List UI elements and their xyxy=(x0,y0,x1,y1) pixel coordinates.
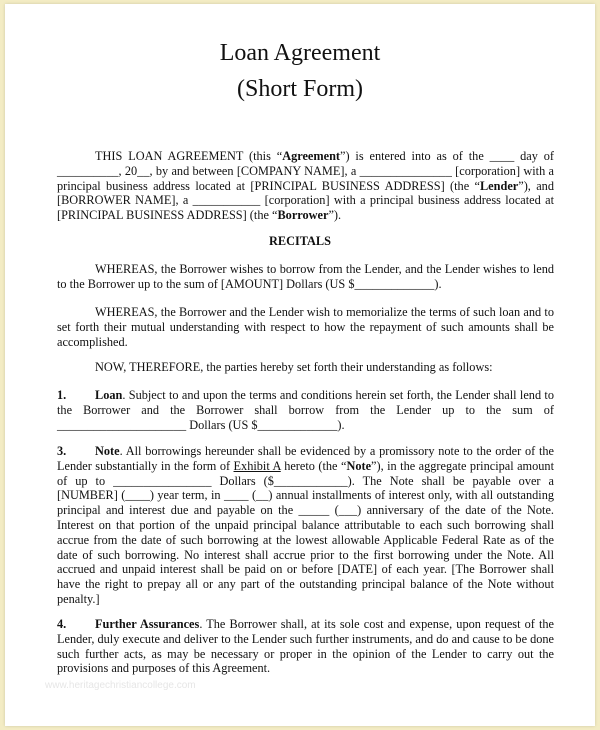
section-loan-title: Loan xyxy=(95,388,123,402)
section-further-assurances: 4. Further Assurances. The Borrower shall, at its sole cost and expense, upon request of the Lender, duly execute and deliver to the Lender such further instruments, and do and cause to be done such further acts, as may be necessary or proper in the opinion of the Lender to carry out the provisions and purposes of this Agreement. xyxy=(57,617,555,676)
section-note-title: Note xyxy=(95,444,120,458)
document-page xyxy=(5,4,595,726)
section-note: 3. Note. All borrowings hereunder shall be evidenced by a promissory note to the order of the Lender substantially in the form of Exhibit A hereto (the “Note”), in the aggregate principal amount of up to ________________ Dollars ($____________). The Note shall be payable over a [NUMBER] (____) year term, in ____ (__) annual installments of interest only, with all outstanding principal and interest due and payable on the _____ (___) anniversary of the date of the Note. Interest on that portion of the unpaid principal balance attributable to each such borrowing shall accrue from the date of such borrowing at the lowest allowable Applicable Federal Rate as of the date of such borrowing. No interest shall accrue prior to the first borrowing under the Note. All accrued and unpaid interest shall be paid on or before [DATE] of each year. [The Borrower shall have the right to prepay all or any part of the outstanding principal balance of the Note without penalty.] xyxy=(57,444,554,606)
now-therefore-paragraph: NOW, THEREFORE, the parties hereby set forth their understanding as follows: xyxy=(95,360,493,374)
recitals-heading: RECITALS xyxy=(269,234,331,248)
exhibit-a-reference: Exhibit A xyxy=(233,458,281,473)
document-title: Loan Agreement xyxy=(219,40,381,66)
section-loan: 1. Loan. Subject to and upon the terms and conditions herein set forth, the Lender shall lend to the Borrower and the Borrower shall borrow from the Lender up to the sum of _____________________ Dollars (US $_____________). xyxy=(57,388,554,432)
watermark: www.heritagechristiancollege.com xyxy=(45,680,196,691)
document-subtitle: (Short Form) xyxy=(237,76,363,102)
intro-paragraph: THIS LOAN AGREEMENT (this “Agreement”) is entered into as of the ____ day of __________, 20__, by and between [COMPANY NAME], a _______________ [corporation] with a principal business address located at [PRINCIPAL BUSINESS ADDRESS] (the “Lender”), and [BORROWER NAME], a ___________ [corporation] with a principal business address located at [PRINCIPAL BUSINESS ADDRESS] (the “Borrower”). xyxy=(57,149,554,223)
whereas-paragraph-2: WHEREAS, the Borrower and the Lender wish to memorialize the terms of such loan and to set forth their mutual understanding with respect to how the repayment of such amounts shall be accomplished. xyxy=(57,305,554,349)
whereas-paragraph-1: WHEREAS, the Borrower wishes to borrow from the Lender, and the Lender wishes to lend to the Borrower up to the sum of [AMOUNT] Dollars (US $_____________). xyxy=(57,262,554,291)
section-further-assurances-title: Further Assurances xyxy=(95,617,200,631)
